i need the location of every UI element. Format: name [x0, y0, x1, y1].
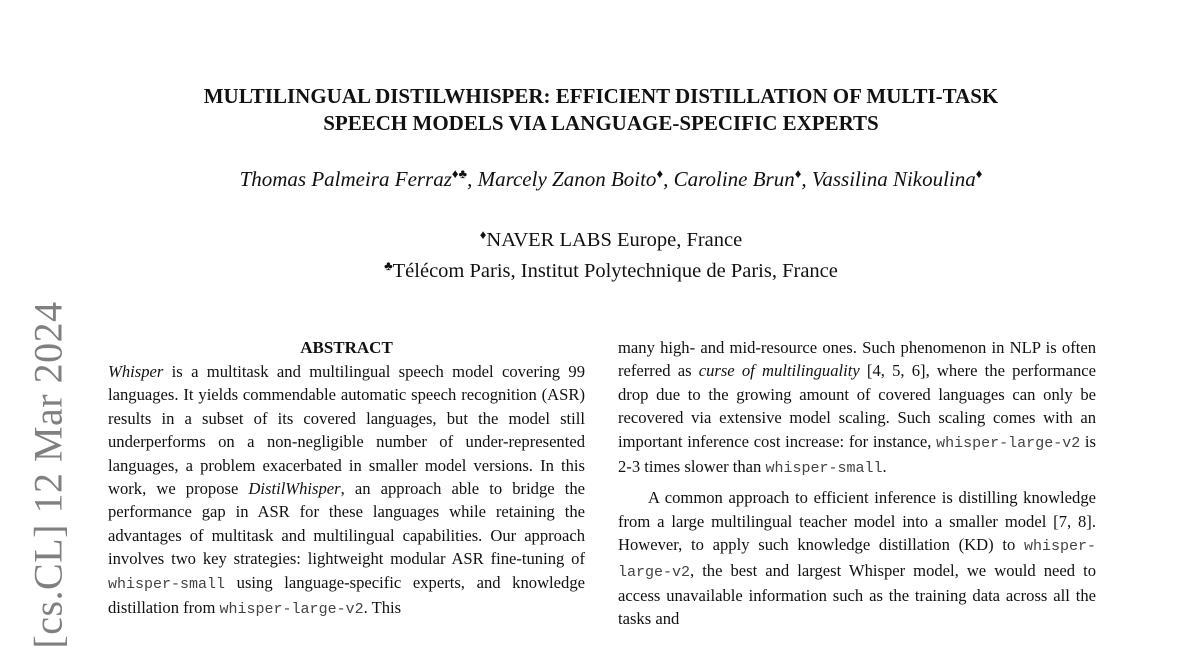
text-run: is a multitask and multilingual speech model covering 99 languages. It yields commendable automatic speech recognition (ASR) results in a subset of its covered languages, but the model still underperforms on a non-negligible number of under-represented languages, a problem exacerbated in smaller model versions. In this work, we propose: [108, 362, 585, 499]
author-name: Marcely Zanon Boito: [477, 167, 657, 191]
author-name: Caroline Brun: [673, 167, 795, 191]
text-run: using language-specific experts, and knowledge distillation from: [108, 572, 585, 618]
italic-term: DistilWhisper: [248, 479, 341, 499]
affiliation-text: NAVER LABS Europe, France: [486, 229, 743, 251]
author-separator: ,: [801, 167, 812, 191]
abstract-heading: ABSTRACT: [300, 338, 393, 357]
right-column: [618, 336, 1096, 631]
affiliation-text: Télécom Paris, Institut Polytechnique de Paris, France: [392, 260, 838, 282]
author-affil-mark: ♦: [975, 166, 983, 181]
model-name-code: whisper-small: [108, 575, 226, 593]
text-run: [4, 5, 6], where the performance drop due to the growing amount of covered languages can only be recovered via extensive model scaling. Such scaling comes with an important inference cost increase: for instance,: [618, 361, 1096, 451]
model-name-code: whisper-large-v2: [618, 538, 1096, 581]
author-list: [120, 165, 1102, 193]
arxiv-margin-stamp: [cs.CL] 12 Mar 2024: [25, 301, 71, 649]
author-separator: ,: [663, 167, 674, 191]
author-affil-mark: ♦♣: [451, 166, 468, 181]
text-run: A common approach to efficient inference is distilling knowledge from a large multilingual teacher model into a smaller model [7, 8]. However, to apply such knowledge distillation (KD) to: [618, 488, 1096, 555]
affiliation-line: [120, 256, 1102, 287]
author-affil-mark: ♦: [794, 166, 802, 181]
paper-title: [120, 83, 1082, 137]
text-run: . This: [363, 598, 402, 618]
text-run: is 2-3 times slower than: [618, 431, 1096, 477]
affiliation-list: [120, 225, 1102, 287]
affiliation-mark: ♣: [384, 258, 393, 273]
title-line-1: MULTILINGUAL DISTILWHISPER: EFFICIENT DISTILLATION OF MULTI-TASK: [203, 84, 999, 108]
body-paragraph: [618, 486, 1096, 630]
text-run: , the best and largest Whisper model, we would need to access unavailable information such as the training data across all the tasks and: [618, 560, 1096, 629]
model-name-code: whisper-large-v2: [936, 434, 1081, 452]
author-affil-mark: ♦: [656, 166, 664, 181]
author-separator: ,: [467, 167, 478, 191]
affiliation-mark: ♦: [479, 227, 487, 242]
title-line-2: SPEECH MODELS VIA LANGUAGE-SPECIFIC EXPERTS: [323, 111, 879, 135]
author-name: Vassilina Nikoulina: [811, 167, 976, 191]
text-run: , an approach able to bridge the performance gap in ASR for these languages while retaining the advantages of multitask and multilingual capabilities. Our approach involves two key strategies: lightweight modular ASR fine-tuning of: [108, 479, 585, 569]
model-name-code: whisper-large-v2: [219, 601, 364, 619]
model-name-code: whisper-small: [765, 460, 883, 478]
italic-term: curse of multilinguality: [698, 361, 860, 381]
text-run: .: [882, 457, 887, 477]
text-run: many high- and mid-resource ones. Such phenomenon in NLP is often referred as: [618, 338, 1096, 381]
italic-term: Whisper: [108, 362, 164, 381]
author-name: Thomas Palmeira Ferraz: [239, 167, 452, 191]
affiliation-line: [120, 225, 1102, 256]
left-column: [108, 336, 585, 621]
abstract-paragraph: [108, 360, 585, 621]
body-paragraph: [618, 336, 1096, 480]
